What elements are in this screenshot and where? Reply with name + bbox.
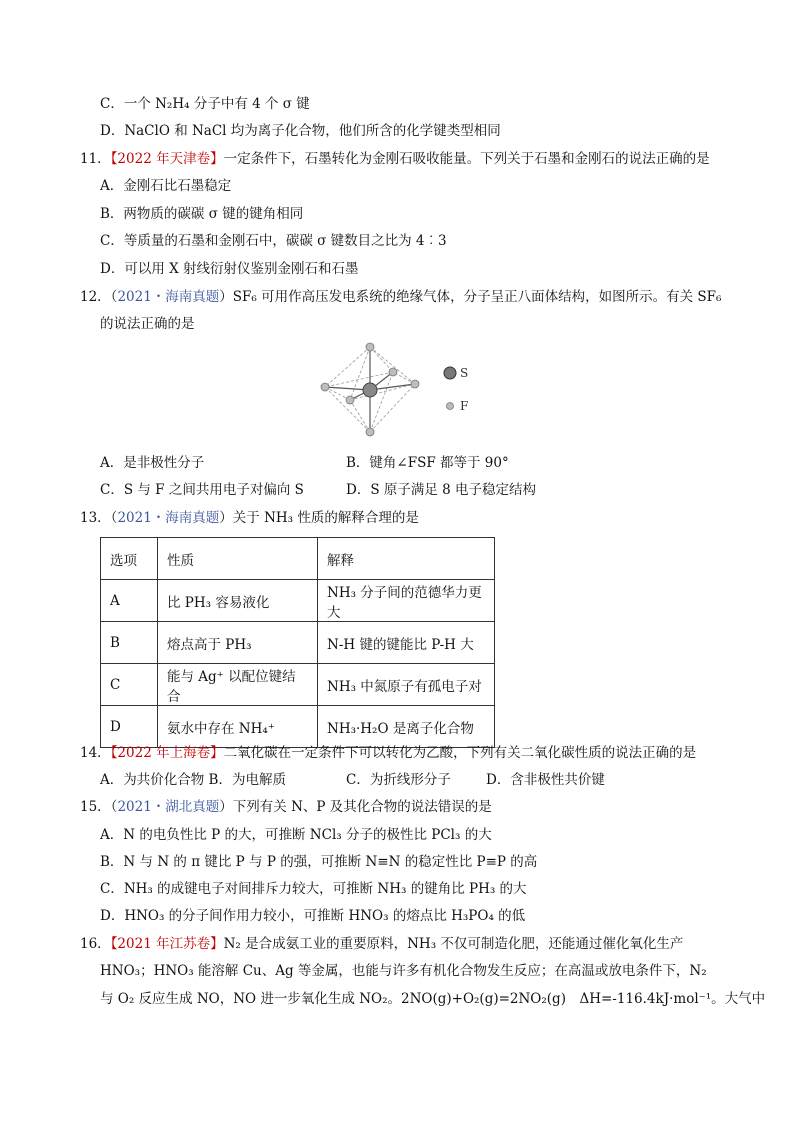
q13-stem — [80, 509, 419, 527]
q14-source: 【2022 年上海卷】 — [110, 745, 224, 761]
q15-source: 2021・湖北真题 — [117, 799, 220, 815]
table-cell: D — [101, 706, 158, 748]
q16-source: 【2021 年江苏卷】 — [110, 936, 224, 952]
q12-number: 12．（ — [80, 289, 118, 305]
sf6-octahedron-diagram — [315, 342, 500, 442]
table-header-row — [101, 538, 495, 580]
q15-number: 15．（ — [80, 799, 118, 815]
table-cell: 能与 Ag⁺ 以配位键结合 — [158, 664, 318, 706]
table-cell: 氨水中存在 NH₄⁺ — [158, 706, 318, 748]
table-cell: NH₃·H₂O 是离子化合物 — [318, 706, 495, 748]
q15-option-b: B．N 与 N 的 π 键比 P 与 P 的强，可推断 N≡N 的稳定性比 P≡P 的高 — [100, 854, 538, 870]
q13-source: 2021・海南真题 — [117, 510, 220, 526]
q14-number: 14． — [80, 745, 111, 761]
q12-option-c: C．S 与 F 之间共用电子对偏向 S — [100, 482, 304, 498]
q12-option-d: D．S 原子满足 8 电子稳定结构 — [346, 482, 537, 498]
q12-stem-text: ）SF₆ 可用作高压发电系统的绝缘气体，分子呈正八面体结构，如图所示。有关 SF₆ — [219, 289, 722, 305]
table-cell: B — [101, 622, 158, 664]
q14-stem — [80, 744, 696, 762]
q12-option-a: A．是非极性分子 — [100, 455, 205, 471]
table-header-cell: 解释 — [318, 538, 495, 580]
table-row — [101, 622, 495, 664]
q16-number: 16． — [80, 936, 111, 952]
q16-stem — [80, 935, 683, 953]
q15-stem — [80, 798, 492, 816]
q11-stem — [80, 150, 710, 168]
table-header-cell: 性质 — [158, 538, 318, 580]
table-cell: NH₃ 中氮原子有孤电子对 — [318, 664, 495, 706]
table-row — [101, 580, 495, 622]
q14-option-d: D．含非极性共价键 — [486, 772, 605, 788]
q11-source: 【2022 年天津卷】 — [110, 151, 224, 167]
q13-number: 13．（ — [80, 510, 118, 526]
table-cell: 比 PH₃ 容易液化 — [158, 580, 318, 622]
q11-stem-text: 一定条件下，石墨转化为金刚石吸收能量。下列关于石墨和金刚石的说法正确的是 — [223, 151, 710, 167]
q15-option-c: C．NH₃ 的成键电子对间排斥力较大，可推断 NH₃ 的键角比 PH₃ 的大 — [100, 881, 527, 897]
table-header-cell: 选项 — [101, 538, 158, 580]
table-cell: C — [101, 664, 158, 706]
table-cell: 熔点高于 PH₃ — [158, 622, 318, 664]
q14-option-c: C．为折线形分子 — [346, 772, 451, 788]
q15-option-d: D．HNO₃ 的分子间作用力较小，可推断 HNO₃ 的熔点比 H₃PO₄ 的低 — [100, 908, 526, 924]
q11-option-c: C．等质量的石墨和金刚石中，碳碳 σ 键数目之比为 4︰3 — [100, 233, 447, 249]
q11-option-a: A．金刚石比石墨稳定 — [100, 178, 232, 194]
table-cell: N-H 键的键能比 P-H 大 — [318, 622, 495, 664]
q12-stem-line2: 的说法正确的是 — [100, 316, 195, 332]
table-cell: NH₃ 分子间的范德华力更大 — [318, 580, 495, 622]
q16-line3: 与 O₂ 反应生成 NO，NO 进一步氧化生成 NO₂。2NO(g)+O₂(g)=2NO₂(g) ΔH=-116.4kJ·mol⁻¹。大气中 — [100, 991, 766, 1007]
q12-option-b: B．键角∠FSF 都等于 90° — [346, 455, 509, 471]
q16-line2: HNO₃；HNO₃ 能溶解 Cu、Ag 等金属，也能与许多有机化合物发生反应；在高温或放电条件下，N₂ — [100, 963, 707, 979]
q10-option-c: C．一个 N₂H₄ 分子中有 4 个 σ 键 — [100, 96, 310, 112]
q12-stem — [80, 288, 721, 306]
q10-option-d: D．NaClO 和 NaCl 均为离子化合物，他们所含的化学键类型相同 — [100, 123, 501, 139]
legend-f-label: F — [460, 399, 469, 413]
q11-option-d: D．可以用 X 射线衍射仪鉴别金刚石和石墨 — [100, 261, 359, 277]
q15-option-a: A．N 的电负性比 P 的大，可推断 NCl₃ 分子的极性比 PCl₃ 的大 — [100, 827, 492, 843]
table-row — [101, 706, 495, 748]
q13-stem-text: ）关于 NH₃ 性质的解释合理的是 — [219, 510, 419, 526]
table-cell: A — [101, 580, 158, 622]
q15-stem-text: ）下列有关 N、P 及其化合物的说法错误的是 — [219, 799, 492, 815]
q11-option-b: B．两物质的碳碳 σ 键的键角相同 — [100, 206, 304, 222]
legend-s-label: S — [460, 366, 469, 380]
table-row — [101, 664, 495, 706]
q16-line1: N₂ 是合成氨工业的重要原料，NH₃ 不仅可制造化肥，还能通过催化氧化生产 — [223, 936, 684, 952]
q14-stem-text: 二氧化碳在一定条件下可以转化为乙酸，下列有关二氧化碳性质的说法正确的是 — [223, 745, 697, 761]
q13-table — [100, 537, 495, 748]
q11-number: 11． — [80, 151, 111, 167]
q14-option-ab: A．为共价化合物 B．为电解质 — [100, 772, 286, 788]
q12-source: 2021・海南真题 — [117, 289, 220, 305]
